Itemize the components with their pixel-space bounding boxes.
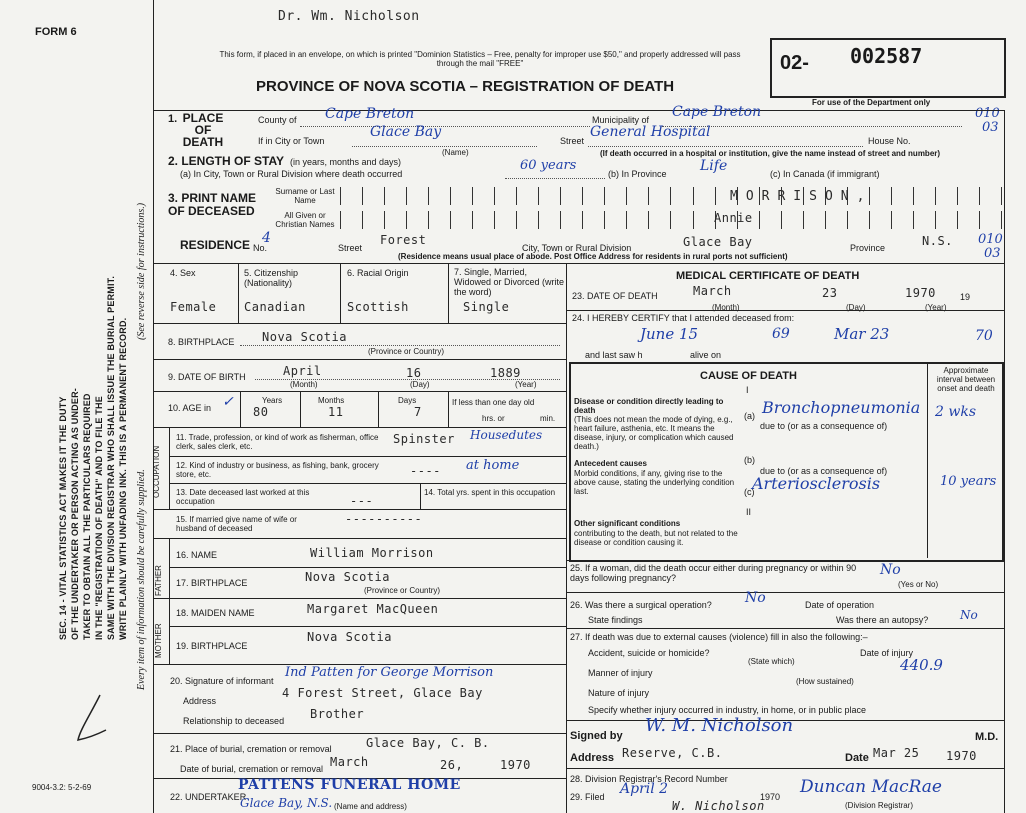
side-instruction-2: OF THE UNDERTAKER OR PERSON ACTING AS UNDER- [70, 388, 80, 640]
surname-label: Surname or Last Name [275, 187, 335, 205]
roman-two: II [746, 507, 752, 517]
autopsy-label: Was there an autopsy? [836, 615, 929, 625]
burial-year: 1970 [500, 758, 531, 772]
dept-code-2: 03 [982, 120, 999, 135]
cause-c-value: Arteriosclerosis [752, 474, 881, 493]
total-years-label: 14. Total yrs. spent in this occupation [424, 488, 556, 497]
industry-label: 12. Kind of industry or business, as fishing, bank, grocery store, etc. [176, 461, 379, 479]
informant-address: 4 Forest Street, Glace Bay [282, 686, 483, 700]
side-instruction-1: SEC. 14 - VITAL STATISTICS ACT MAKES IT THE DUTY [58, 396, 68, 640]
side-supply-note: Every item of information should be carefully supplied. [136, 469, 147, 690]
mother-name: Margaret MacQueen [307, 602, 439, 616]
side-instruction-4: IN THE "REGISTRATION OF DEATH" AND TO FILE THE [94, 396, 104, 640]
other-conditions-label: Other significant conditions [574, 519, 681, 528]
days-label: Days [398, 396, 417, 405]
specify-label: Specify whether injury occurred in industry, in home, or in public place [588, 705, 866, 715]
burial-place-label: 21. Place of burial, cremation or removal [170, 744, 332, 754]
residence-province: N.S. [922, 234, 953, 248]
county-value: Cape Breton [325, 106, 415, 122]
father-birth: Nova Scotia [305, 570, 390, 584]
initials-mark [60, 690, 120, 750]
q27-label: 27. If death was due to external causes (violence) fill in also the following:– [570, 632, 868, 642]
stay-b-label: (b) In Province [608, 169, 667, 179]
injury-date-label: Date of injury [860, 648, 914, 658]
residence-label: RESIDENCE [180, 238, 251, 252]
side-instruction-3: TAKER TO OBTAIN ALL THE PARTICULARS REQUIRED [82, 393, 92, 640]
father-name: William Morrison [310, 546, 434, 560]
cause-c-interval: 10 years [940, 474, 997, 489]
place-label-num: 1. [168, 113, 178, 125]
residence-street-label: Street [338, 243, 363, 253]
medical-title: MEDICAL CERTIFICATE OF DEATH [676, 270, 860, 282]
name-label: 3. PRINT NAME OF DECEASED [168, 191, 257, 218]
dob-year: 1889 [490, 366, 521, 380]
residence-city-label: City, Town or Rural Division [522, 243, 632, 253]
trade-label: 11. Trade, profession, or kind of work as fisherman, office clerk, sales clerk, etc. [176, 433, 379, 451]
given-label: All Given or Christian Names [275, 211, 335, 229]
mother-side-label: MOTHER [154, 623, 163, 658]
residence-city: Glace Bay [683, 235, 753, 249]
attended-to: Mar 23 [834, 325, 890, 343]
citizenship-value: Canadian [244, 300, 306, 314]
street-label: Street [560, 136, 585, 146]
years-value: 80 [253, 405, 269, 419]
trade-hand: Housedutes [470, 428, 543, 442]
occupation-side-label: OCCUPATION [152, 445, 161, 498]
residence-no: 4 [262, 230, 271, 246]
birthplace-value: Nova Scotia [262, 330, 347, 344]
side-instruction-6: WRITE PLAINLY WITH UNFADING INK. THIS IS A PERMANENT RECORD. [118, 317, 128, 640]
stay-c-label: (c) In Canada (if immigrant) [770, 169, 880, 179]
q26-label: 26. Was there a surgical operation? [570, 600, 712, 610]
sign-date-label: Date [845, 752, 869, 764]
attended-from-year: 69 [772, 326, 790, 342]
nature-label: Nature of injury [588, 688, 650, 698]
informant-sig-label: 20. Signature of informant [170, 676, 274, 686]
physician-signature: W. M. Nicholson [645, 715, 794, 736]
registrar-signature: Duncan MacRae [800, 777, 942, 797]
dob-label: 9. DATE OF BIRTH [168, 372, 246, 382]
state-which-caption: (State which) [748, 657, 795, 666]
due-to-c-label: due to (or as a consequence of) [760, 466, 888, 476]
cause-a-interval: 2 wks [935, 404, 977, 420]
dob-day-caption: (Day) [410, 380, 430, 389]
residence-street: Forest [380, 233, 427, 247]
place-label: PLACE OF DEATH [182, 111, 224, 149]
physician-name-bottom: W. Nicholson [672, 799, 765, 813]
death-day-caption: (Day) [846, 303, 866, 312]
mother-birth-label: 19. BIRTHPLACE [176, 641, 248, 651]
antecedent-label: Antecedent causes [574, 459, 647, 468]
sign-date-year: 1970 [946, 749, 977, 763]
citizenship-label: 5. Citizenship (Nationality) [244, 268, 299, 288]
q25-caption: (Yes or No) [898, 580, 939, 589]
stay-b-value: Life [700, 158, 728, 174]
attended-to-year: 70 [975, 328, 993, 344]
spouse-label: 15. If married give name of wife or husband of deceased [176, 515, 297, 533]
racial-label: 6. Racial Origin [347, 268, 409, 278]
months-value: 11 [328, 405, 344, 419]
death-month-caption: (Month) [712, 303, 740, 312]
residence-no-label: No. [253, 243, 268, 253]
sex-value: Female [170, 300, 217, 314]
last-worked-label: 13. Date deceased last worked at this occupation [176, 488, 310, 506]
antecedent-note: Morbid conditions, if any, giving rise to the above cause, stating the underlying condition last. [574, 469, 735, 496]
informant-signature: Ind Patten for George Morrison [285, 665, 494, 680]
months-label: Months [318, 396, 345, 405]
marital-value: Single [463, 300, 510, 314]
due-to-b-label: due to (or as a consequence of) [760, 421, 888, 431]
age-checkmark: ✓ [222, 394, 234, 410]
death-year: 1970 [905, 286, 936, 300]
side-instruction-5: SAME WITH THE DIVISION REGISTRAR WHO SHALL ISSUE THE BURIAL PERMIT. [106, 275, 116, 640]
registrar-caption: (Division Registrar) [845, 801, 914, 810]
burial-month: March [330, 755, 369, 769]
sex-label: 4. Sex [170, 268, 196, 278]
undertaker-value: PATTENS FUNERAL HOME [238, 777, 461, 793]
form-number: FORM 6 [35, 26, 77, 38]
cause-b-label: (b) [744, 455, 755, 465]
stay-label: 2. LENGTH OF STAY [168, 154, 285, 168]
alive-on-label: alive on [690, 350, 722, 360]
signed-by-label: Signed by [570, 730, 623, 742]
dob-day: 16 [406, 366, 422, 380]
sign-date: Mar 25 [873, 746, 920, 760]
dept-code-4: 03 [984, 246, 1001, 261]
address-label: Address [570, 752, 615, 764]
death-date-label: 23. DATE OF DEATH [572, 291, 658, 301]
dob-month: April [283, 364, 322, 378]
surname-value: MORRISON, [730, 189, 873, 204]
relationship-label: Relationship to deceased [183, 716, 285, 726]
physician-address: Reserve, C.B. [622, 746, 723, 760]
father-birth-caption: (Province or Country) [364, 586, 441, 595]
city-caption: (Name) [442, 148, 469, 157]
cause-c-label: (c) [744, 487, 755, 497]
birthplace-label: 8. BIRTHPLACE [168, 337, 235, 347]
city-value: Glace Bay [370, 124, 442, 140]
dob-month-caption: (Month) [290, 380, 318, 389]
residence-note: (Residence means usual place of abode. Post Office Address for residents in rural ports not sufficient) [398, 252, 788, 261]
birthplace-caption: (Province or Country) [368, 347, 445, 356]
manner-label: Manner of injury [588, 668, 653, 678]
icd-code: 440.9 [900, 656, 943, 674]
given-value: Annie [714, 211, 753, 225]
burial-date-label: Date of burial, cremation or removal [180, 764, 324, 774]
last-worked-value: --- [350, 494, 374, 508]
autopsy-value: No [960, 608, 978, 622]
physician-header: Dr. Wm. Nicholson [278, 9, 420, 24]
registration-prefix: 02- [780, 52, 809, 74]
industry-hand: at home [466, 458, 520, 473]
days-value: 7 [414, 405, 422, 419]
house-label: House No. [868, 136, 911, 146]
mother-name-label: 18. MAIDEN NAME [176, 608, 255, 618]
dept-use-label: For use of the Department only [812, 98, 931, 107]
form-title: PROVINCE OF NOVA SCOTIA – REGISTRATION OF DEATH [256, 78, 675, 95]
q29-label: 29. Filed [570, 792, 605, 802]
death-year-suffix: 19 [960, 292, 971, 302]
hrs-label: hrs. or [482, 414, 505, 423]
father-name-label: 16. NAME [176, 550, 218, 560]
direct-cause-note: (This does not mean the mode of dying, e.g., heart failure, asthenia, etc. It means the disease, injury, or complication which caused death.) [574, 415, 734, 451]
age-label: 10. AGE in [168, 403, 212, 413]
printed-code: 9004-3.2: 5-2-69 [32, 783, 92, 792]
roman-one: I [746, 385, 749, 395]
death-day: 23 [822, 286, 838, 300]
municipality-label: Municipality of [592, 115, 650, 125]
racial-value: Scottish [347, 300, 409, 314]
q25-label: 25. If a woman, did the death occur either during pregnancy or within 90 days following pregnancy? [570, 563, 857, 583]
dept-code-1: 010 [975, 106, 1000, 121]
min-label: min. [540, 414, 556, 423]
street-value: General Hospital [590, 124, 711, 140]
certify-label: 24. I HEREBY CERTIFY that I attended deceased from: [572, 313, 795, 323]
other-conditions-note: contributing to the death, but not related to the disease or condition causing it. [574, 529, 738, 547]
q28-label: 28. Division Registrar's Record Number [570, 774, 728, 784]
given-boxes [340, 211, 1002, 229]
spouse-value: ---------- [345, 512, 423, 526]
dob-year-caption: (Year) [515, 380, 537, 389]
dept-code-3: 010 [978, 232, 1003, 247]
informant-address-label: Address [183, 696, 217, 706]
cause-a-label: (a) [744, 411, 755, 421]
city-label: If in City or Town [258, 136, 325, 146]
burial-day: 26, [440, 758, 464, 772]
interval-label: Approximate interval between onset and death [936, 366, 996, 393]
state-findings-label: State findings [588, 615, 643, 625]
last-saw-label: and last saw h [585, 350, 643, 360]
q25-value: No [880, 562, 901, 578]
mailing-note: This form, if placed in an envelope, on which is printed "Dominion Statistics – Free, penalty for improper use $50," and properly addressed will pass through the mail "FREE" [219, 50, 741, 68]
registration-number: 002587 [850, 44, 923, 68]
marital-label: 7. Single, Married, Widowed or Divorced (write the word) [454, 267, 565, 297]
registration-number-box [770, 38, 1006, 98]
father-birth-label: 17. BIRTHPLACE [176, 578, 248, 588]
undertaker-hand: Glace Bay, N.S. [240, 796, 333, 810]
q26-value: No [745, 590, 766, 606]
industry-value: ---- [410, 464, 441, 478]
relationship-value: Brother [310, 707, 365, 721]
surname-boxes [340, 187, 1002, 205]
filed-year: 1970 [760, 792, 781, 802]
years-label: Years [262, 396, 283, 405]
death-year-caption: (Year) [925, 303, 947, 312]
cause-a-value: Bronchopneumonia [762, 398, 921, 417]
cause-title: CAUSE OF DEATH [700, 370, 797, 382]
stay-a-value: 60 years [520, 158, 577, 173]
less-day-label: If less than one day old [452, 398, 535, 407]
how-sustained-caption: (How sustained) [796, 677, 854, 686]
father-side-label: FATHER [154, 565, 163, 596]
direct-cause-label: Disease or condition directly leading to death [574, 397, 724, 415]
op-date-label: Date of operation [805, 600, 875, 610]
burial-place: Glace Bay, C. B. [366, 736, 490, 750]
municipality-value: Cape Breton [672, 104, 762, 120]
filed-date: April 2 [620, 781, 669, 797]
stay-sub: (in years, months and days) [290, 157, 402, 167]
mother-birth: Nova Scotia [307, 630, 392, 644]
county-label: County of [258, 115, 297, 125]
street-note: (If death occurred in a hospital or institution, give the name instead of street and number) [600, 149, 941, 158]
undertaker-caption: (Name and address) [334, 802, 407, 811]
side-reverse-note: (See reverse side for instructions.) [136, 202, 147, 340]
md-label: M.D. [975, 731, 999, 743]
residence-province-label: Province [850, 243, 886, 253]
trade-value: Spinster [393, 432, 455, 446]
stay-a-label: (a) In City, Town or Rural Division where death occurred [180, 169, 403, 179]
death-month: March [693, 284, 732, 298]
undertaker-label: 22. UNDERTAKER [170, 792, 247, 802]
attended-from: June 15 [640, 325, 699, 343]
accident-label: Accident, suicide or homicide? [588, 648, 710, 658]
